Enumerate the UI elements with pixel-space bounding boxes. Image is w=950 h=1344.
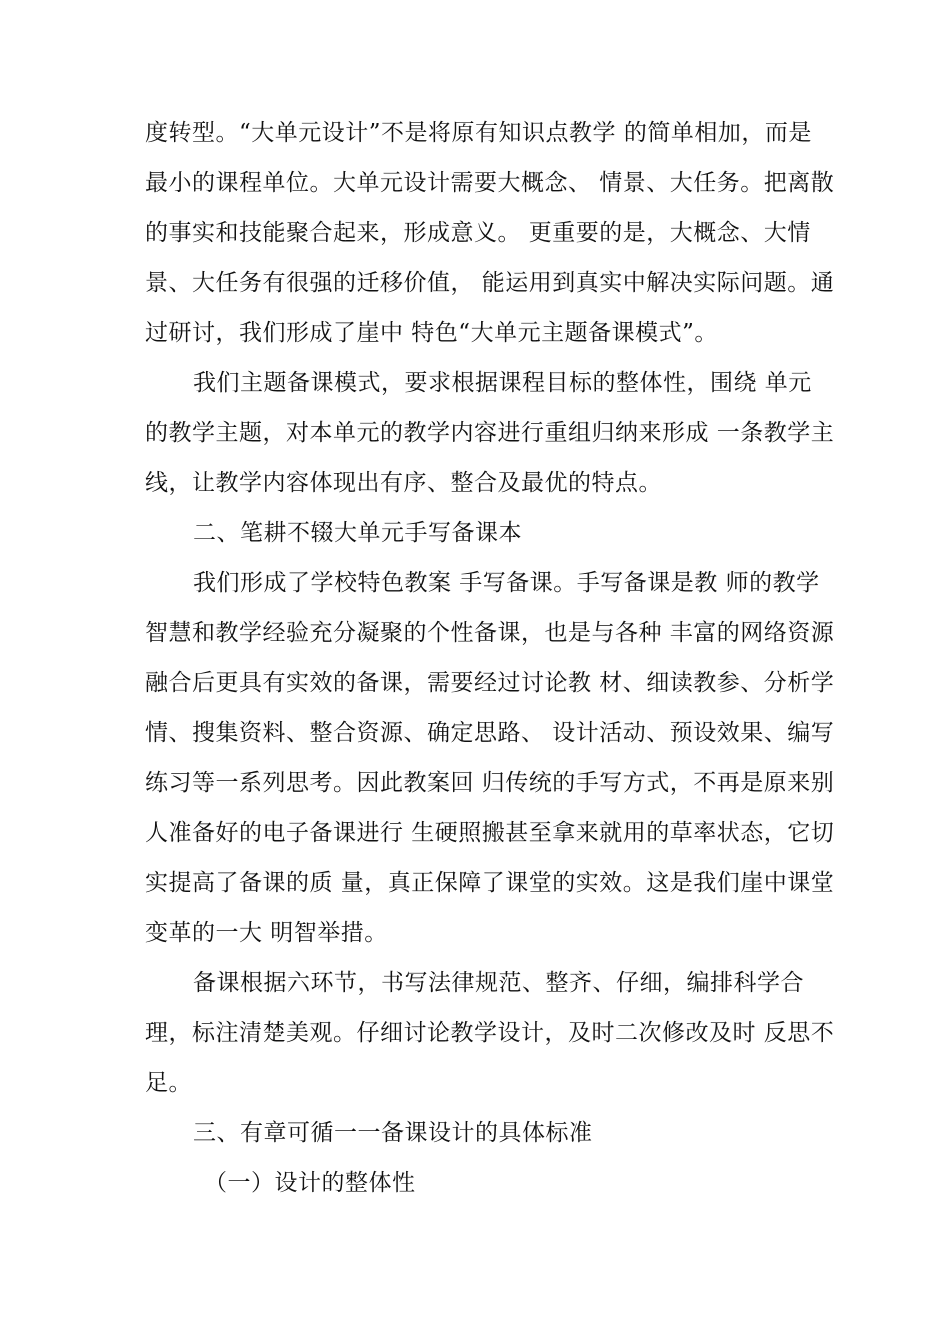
paragraph-line: 理，标注清楚美观。仔细讨论教学设计，及时二次修改及时 反思不 bbox=[145, 1020, 835, 1046]
paragraph-line: 我们主题备课模式，要求根据课程目标的整体性，围绕 单元 bbox=[193, 370, 812, 396]
paragraph-line: 实提高了备课的质 量，真正保障了课堂的实效。这是我们崖中课堂 bbox=[145, 870, 835, 896]
paragraph-line: 智慧和教学经验充分凝聚的个性备课，也是与各种 丰富的网络资源 bbox=[145, 620, 835, 646]
paragraph-line: 的事实和技能聚合起来，形成意义。 更重要的是，大概念、大情 bbox=[145, 220, 811, 246]
paragraph-line: 我们形成了学校特色教案 手写备课。手写备课是教 师的教学 bbox=[193, 570, 820, 596]
paragraph-line: 情、搜集资料、整合资源、确定思路、 设计活动、预设效果、编写 bbox=[145, 720, 835, 746]
paragraph-line: 景、大任务有很强的迁移价值， 能运用到真实中解决实际问题。通 bbox=[145, 270, 835, 296]
paragraph-line: 备课根据六环节，书写法律规范、整齐、仔细，编排科学合 bbox=[193, 970, 804, 996]
paragraph-line: 变革的一大 明智举措。 bbox=[145, 920, 388, 946]
paragraph-line: 人准备好的电子备课进行 生硬照搬甚至拿来就用的草率状态，它切 bbox=[145, 820, 835, 846]
paragraph-line: 度转型。“大单元设计”不是将原有知识点教学 的简单相加，而是 bbox=[145, 120, 812, 146]
paragraph-line: 过研讨，我们形成了崖中 特色“大单元主题备课模式”。 bbox=[145, 320, 718, 346]
paragraph-line: 足。 bbox=[145, 1070, 192, 1096]
section-heading: 三、有章可循一一备课设计的具体标准 bbox=[193, 1120, 593, 1146]
section-heading: 二、笔耕不辍大单元手写备课本 bbox=[193, 520, 522, 546]
paragraph-line: 线，让教学内容体现出有序、整合及最优的特点。 bbox=[145, 470, 662, 496]
paragraph-line: 最小的课程单位。大单元设计需要大概念、 情景、大任务。把离散 bbox=[145, 170, 835, 196]
paragraph-line: 的教学主题，对本单元的教学内容进行重组归纳来形成 一条教学主 bbox=[145, 420, 835, 446]
paragraph-line: 融合后更具有实效的备课，需要经过讨论教 材、细读教参、分析学 bbox=[145, 670, 835, 696]
paragraph-line: 练习等一系列思考。因此教案回 归传统的手写方式，不再是原来别 bbox=[145, 770, 835, 796]
subsection-heading: （一）设计的整体性 bbox=[204, 1170, 416, 1196]
